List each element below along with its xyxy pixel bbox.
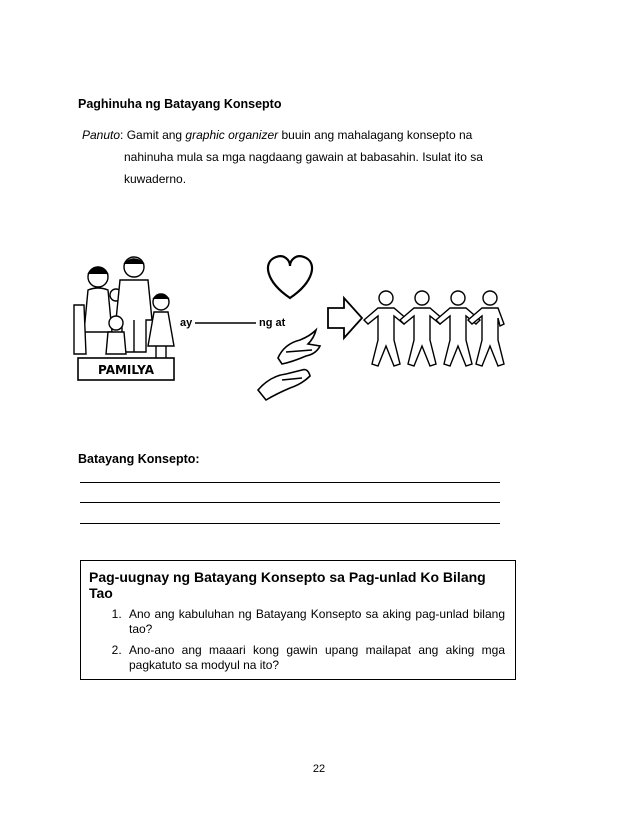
graphic-organizer: [70, 250, 510, 415]
instructions-line-2: nahinuha mula sa mga nagdaang gawain at babasahin. Isulat ito sa: [124, 150, 483, 164]
reflection-question: 2. Ano-ano ang maaari kong gawin upang mailapat ang aking mga pagkatuto sa modyul na ito?: [125, 643, 505, 673]
reflection-question: 1. Ano ang kabuluhan ng Batayang Konsepto sa aking pag-unlad bilang tao?: [125, 607, 505, 637]
instructions: Panuto: Gamit ang graphic organizer buuin ang mahalagang konsepto na nahinuha mula sa mga nagdaang gawain at babasahin. Isulat ito sa kuwaderno.: [82, 124, 494, 190]
heart-icon: [268, 256, 312, 298]
family-banner-label: PAMILYA: [98, 363, 154, 377]
hands-icon: [258, 330, 320, 400]
arrow-right-icon: [328, 298, 362, 338]
connector-ay: ay: [180, 317, 193, 329]
instructions-label: Panuto: [82, 128, 121, 142]
connector-ng-at: ng at: [259, 317, 286, 329]
reflection-box: [80, 560, 516, 680]
people-chain-icon: [364, 291, 504, 366]
answer-line-1[interactable]: [80, 482, 500, 483]
reflection-box-title: Pag-uugnay ng Batayang Konsepto sa Pag-unlad Ko Bilang Tao: [89, 569, 486, 601]
section-title: Paghinuha ng Batayang Konsepto: [78, 97, 282, 111]
family-illustration: [74, 257, 174, 358]
reflection-question-list: [89, 607, 505, 673]
batayang-konsepto-label: Batayang Konsepto:: [78, 452, 200, 466]
page-number: 22: [312, 763, 326, 775]
answer-line-2[interactable]: [80, 502, 500, 503]
instructions-line-3: kuwaderno.: [124, 172, 187, 186]
answer-line-3[interactable]: [80, 523, 500, 524]
